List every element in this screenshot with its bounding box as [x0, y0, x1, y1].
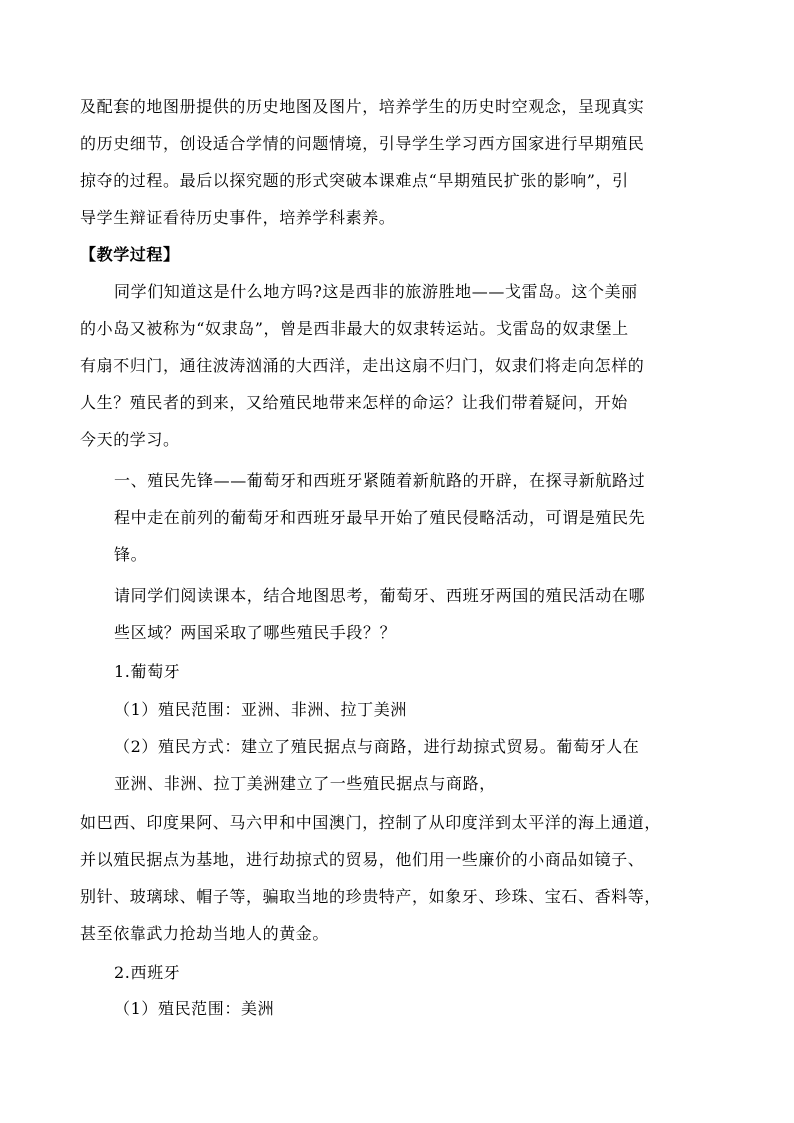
intro-line-2: 的历史细节，创设适合学情的问题情境，引导学生学习西方国家进行早期殖民 — [80, 134, 645, 153]
portugal-scope: （1）殖民范围：亚洲、非洲、拉丁美洲 — [114, 700, 407, 719]
opening-line-3: 有扇不归门，通往波涛汹涌的大西洋，走出这扇不归门，奴隶们将走向怎样的 — [80, 356, 645, 375]
part-one-line-3: 锋。 — [114, 545, 148, 564]
portugal-method-line-1: （2）殖民方式：建立了殖民据点与商路，进行劫掠式贸易。葡萄牙人在 — [114, 737, 640, 756]
portugal-method-line-2: 亚洲、非洲、拉丁美洲建立了一些殖民据点与商路， — [114, 774, 496, 793]
portugal-detail-line-3: 别针、玻璃球、帽子等，骗取当地的珍贵特产，如象牙、珍珠、宝石、香料等， — [80, 887, 662, 906]
opening-line-1: 同学们知道这是什么地方吗?这是西非的旅游胜地——戈雷岛。这个美丽 — [114, 282, 638, 301]
spain-title: 2.西班牙 — [114, 963, 181, 982]
section-heading: 【教学过程】 — [80, 245, 180, 264]
question-line-1: 请同学们阅读课本，结合地图思考，葡萄牙、西班牙两国的殖民活动在哪 — [114, 586, 646, 605]
part-one-line-1: 一、殖民先锋——葡萄牙和西班牙紧随着新航路的开辟，在探寻新航路过 — [114, 471, 646, 490]
portugal-detail-line-4: 甚至依靠武力抢劫当地人的黄金。 — [80, 924, 330, 943]
opening-line-5: 今天的学习。 — [80, 430, 180, 449]
intro-line-3: 掠夺的过程。最后以探究题的形式突破本课难点“早期殖民扩张的影响”，引 — [80, 171, 629, 190]
question-line-2: 些区域？两国采取了哪些殖民手段？？ — [114, 623, 397, 642]
portugal-detail-line-2: 并以殖民据点为基地，进行劫掠式的贸易，他们用一些廉价的小商品如镜子、 — [80, 850, 645, 869]
portugal-detail-line-1: 如巴西、印度果阿、马六甲和中国澳门，控制了从印度洋到太平洋的海上通道， — [80, 813, 662, 832]
intro-line-4: 导学生辩证看待历史事件，培养学科素养。 — [80, 208, 396, 227]
portugal-title: 1.葡萄牙 — [114, 662, 181, 681]
intro-line-1: 及配套的地图册提供的历史地图及图片，培养学生的历史时空观念，呈现真实 — [80, 97, 645, 116]
spain-scope: （1）殖民范围：美洲 — [114, 999, 275, 1018]
part-one-line-2: 程中走在前列的葡萄牙和西班牙最早开始了殖民侵略活动，可谓是殖民先 — [114, 508, 646, 527]
opening-line-4: 人生？殖民者的到来，又给殖民地带来怎样的命运？让我们带着疑问，开始 — [80, 393, 628, 412]
opening-line-2: 的小岛又被称为“奴隶岛”，曾是西非最大的奴隶转运站。戈雷岛的奴隶堡上 — [80, 319, 629, 338]
